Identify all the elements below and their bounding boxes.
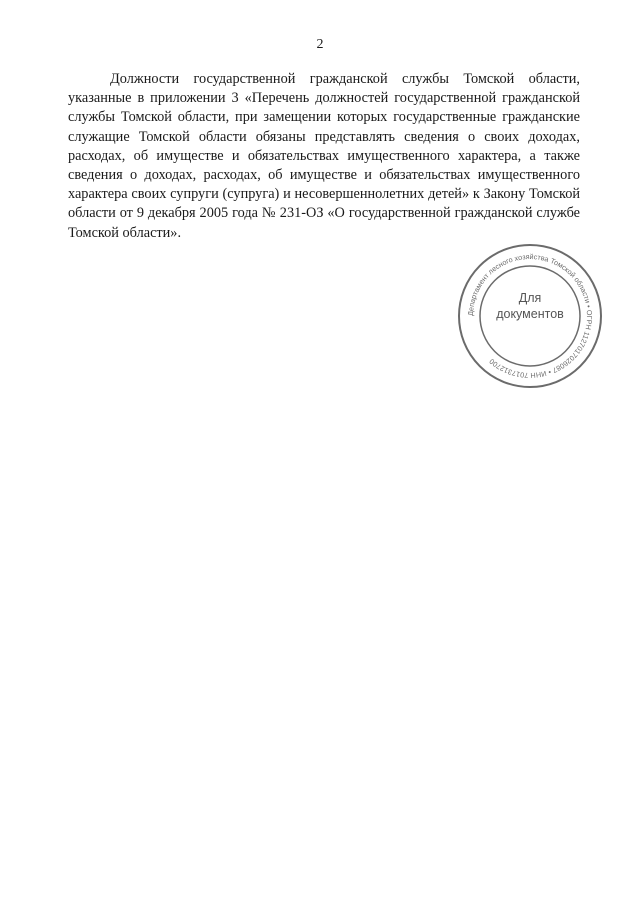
page-number: 2 [316,37,324,52]
stamp-label-line-1: Для [518,291,542,305]
stamp-ring-text: Департамент лесного хозяйства Томской области • ОГРН 1127017026087 • ИНН 7017312700 [465,251,595,381]
body-paragraph: Должности государственной гражданской службы Томской области, указанные в приложении 3 «Перечень должностей государственной гражданской службы Томской области, при замещении которых государственные гражданские служащие Томской области обязаны представлять сведения о своих доходах, расходах, об имуществе и обязательствах имущественного характера, а также сведения о доходах, расходах, об имуществе и обязательствах имущественного характера своих супруги (супруга) и несовершеннолетних детей» к Закону Томской области от 9 декабря 2005 года № 231-ОЗ «О государственной гражданской службе Томской области». [68,71,580,241]
stamp-label-line-2: документов [496,307,564,321]
stamp-label [478,290,582,322]
